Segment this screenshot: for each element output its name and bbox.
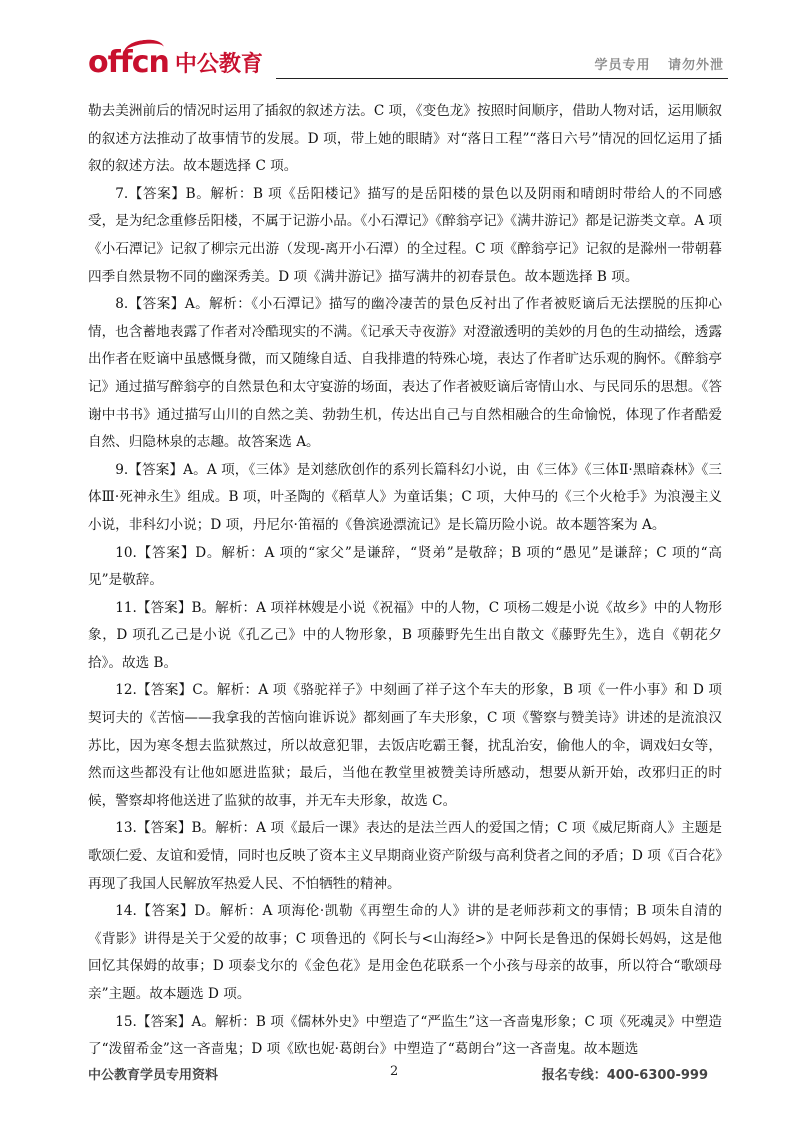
paragraph: 7.【答案】B。解析：B 项《岳阳楼记》描写的是岳阳楼的景色以及阴雨和晴朗时带给人的不同感受，是为纪念重修岳阳楼，不属于记游小品。《小石潭记》《醉翁亭记》《满井游记》都是记游类文章。A 项《小石潭记》记叙了柳宗元出游（发现-离开小石潭）的全过程。C 项《醉翁亭记》记叙的是滁州一带朝暮四季自然景物不同的幽深秀美。D 项《满井游记》描写满井的初春景色。故本题选择 B 项。 [88,185,722,285]
paragraph: 8.【答案】A。解析：《小石潭记》描写的幽冷凄苦的景色反衬出了作者被贬谪后无法摆脱的压抑心情，也含蓄地表露了作者对冷酷现实的不满。《记承天寺夜游》对澄澈透明的美妙的月色的生动描绘，透露出作者在贬谪中虽感慨身微，而又随缘自适、自我排遣的特殊心境，表达了作者旷达乐观的胸怀。《醉翁亭记》通过描写醉翁亭的自然景色和太守宴游的场面，表达了作者被贬谪后寄情山水、与民同乐的思想。《答谢中书书》通过描写山川的自然之美、勃勃生机，传达出自己与自然相融合的生命愉悦，体现了作者酷爱自然、归隐林泉的志趣。故答案选 A。 [88,296,722,451]
logo-chinese: 中公教育 [174,52,263,77]
header-tags [582,54,724,73]
answer-explanations [88,98,722,1064]
paragraph: 12.【答案】C。解析：A 项《骆驼祥子》中刻画了祥子这个车夫的形象，B 项《一件小事》和 D 项契诃夫的《苦恼——我拿我的苦恼向谁诉说》都刻画了车夫形象，C 项《警察与赞美诗》讲述的是流浪汉苏比，因为寒冬想去监狱熬过，所以故意犯罪，去饭店吃霸王餐，扰乱治安，偷他人的伞，调戏妇女等，然而这些都没有让他如愿进监狱；最后，当他在教堂里被赞美诗所感动，想要从新开始，改邪归正的时候，警察却将他送进了监狱的故事，并无车夫形象，故选 C。 [88,682,722,809]
tag-confidential: 请勿外泄 [667,58,724,73]
page-header [88,36,728,86]
paragraph: 13.【答案】B。解析：A 项《最后一课》表达的是法兰西人的爱国之情；C 项《威尼斯商人》主题是歌颂仁爱、友谊和爱情，同时也反映了资本主义早期商业资产阶级与高利贷者之间的矛盾；D 项《百合花》再现了我国人民解放军热爱人民、不怕牺牲的精神。 [88,820,722,892]
paragraph: 11.【答案】B。解析：A 项祥林嫂是小说《祝福》中的人物，C 项杨二嫂是小说《故乡》中的人物形象，D 项孔乙己是小说《孔乙己》中的人物形象，B 项藤野先生出自散文《藤野先生》，选自《朝花夕拾》。故选 B。 [88,599,722,671]
header-rule [276,78,728,79]
offcn-logo [88,42,263,78]
page-number: 2 [390,1064,399,1079]
logo-latin: offcn [88,48,169,78]
paragraph: 15.【答案】A。解析：B 项《儒林外史》中塑造了“严监生”这一吝啬鬼形象；C 项《死魂灵》中塑造了“泼留希金”这一吝啬鬼；D 项《欧也妮·葛朗台》中塑造了“葛朗台”这一吝啬鬼。故本题选 [88,1013,722,1058]
page-footer [88,1064,708,1088]
paragraph: 9.【答案】A。A 项，《三体》是刘慈欣创作的系列长篇科幻小说，由《三体》《三体Ⅱ·黑暗森林》《三体Ⅲ·死神永生》组成。B 项，叶圣陶的《稻草人》为童话集；C 项，大仲马的《三个火枪手》为浪漫主义小说，非科幻小说；D 项，丹尼尔·笛福的《鲁滨逊漂流记》是长篇历险小说。故本题答案为 A。 [88,461,722,533]
paragraph: 14.【答案】D。解析：A 项海伦·凯勒《再塑生命的人》讲的是老师莎莉文的事情；B 项朱自清的《背影》讲得是关于父爱的故事；C 项鲁迅的《阿长与<山海经>》中阿长是鲁迅的保姆长妈妈，这是他回忆其保姆的故事；D 项泰戈尔的《金色花》是用金色花联系一个小孩与母亲的故事，所以符合“歌颂母亲”主题。故本题选 D 项。 [88,903,722,1002]
footer-material-label: 中公教育学员专用资料 [88,1068,219,1083]
paragraph: 勒去美洲前后的情况时运用了插叙的叙述方法。C 项，《变色龙》按照时间顺序，借助人物对话，运用顺叙的叙述方法推动了故事情节的发展。D 项，带上她的眼睛》对“落日工程”“落日六号”情况的回忆运用了插叙的叙述方法。故本题选择 C 项。 [88,103,722,175]
footer-hotline: 报名专线：400-6300-999 [541,1068,708,1083]
paragraph: 10.【答案】D。解析：A 项的“家父”是谦辞，“贤弟”是敬辞；B 项的“愚见”是谦辞；C 项的“高见”是敬辞。 [88,544,722,589]
tag-students-only: 学员专用 [594,58,651,73]
